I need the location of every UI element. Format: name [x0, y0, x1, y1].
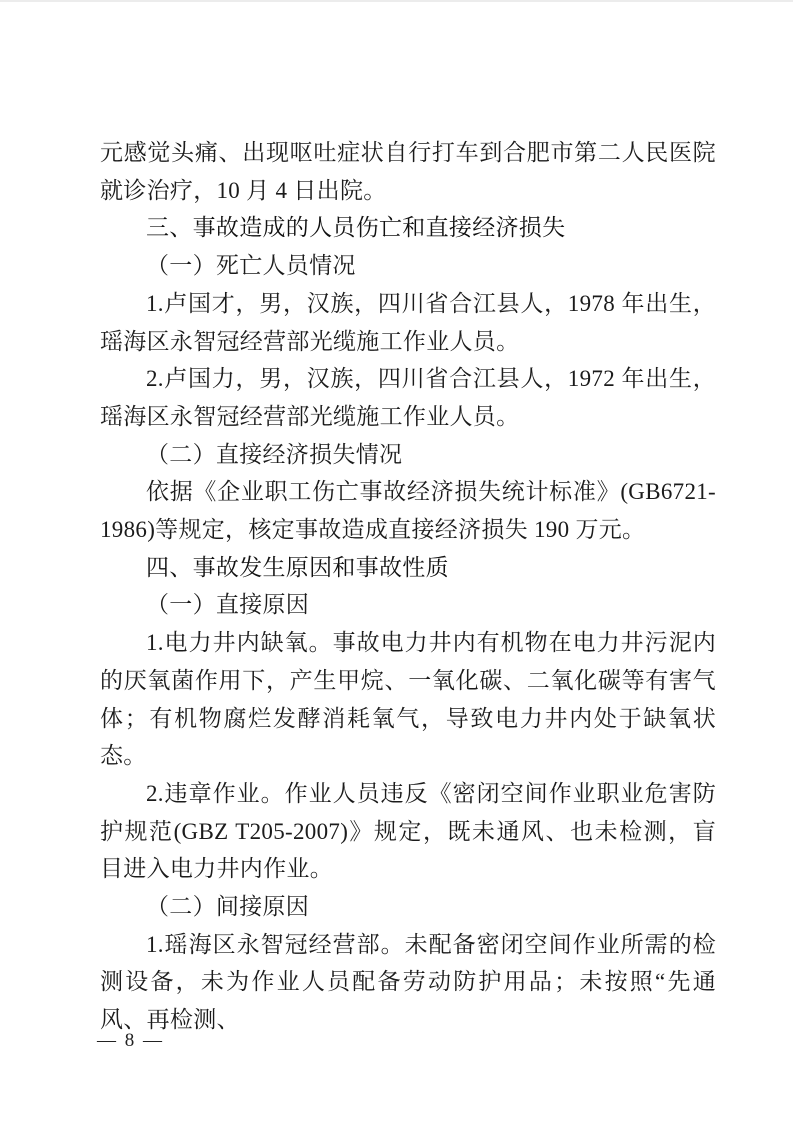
subsection-heading-direct-cause: （一）直接原因 [146, 592, 310, 618]
paragraph-direct-cause-2: 2.违章作业。作业人员违反《密闭空间作业职业危害防护规范(GBZ T205-2007)》规定，既未通风、也未检测，盲目进入电力井内作业。 [100, 780, 716, 882]
section-heading-3: 三、事故造成的人员伤亡和直接经济损失 [146, 214, 566, 241]
document-body [100, 134, 716, 1039]
paragraph-continuation: 元感觉头痛、出现呕吐症状自行打车到合肥市第二人民医院就诊治疗，10 月 4 日出院。 [100, 140, 716, 203]
subsection-heading-indirect-cause: （二）间接原因 [146, 894, 310, 920]
paragraph-victim-1: 1.卢国才，男，汉族，四川省合江县人，1978 年出生，瑶海区永智冠经营部光缆施工作业人员。 [100, 290, 716, 354]
subsection-heading-death-toll: （一）死亡人员情况 [146, 253, 356, 279]
paragraph-indirect-cause-1: 1.瑶海区永智冠经营部。未配备密闭空间作业所需的检测设备，未为作业人员配备劳动防护用品；未按照“先通风、再检测、 [100, 931, 716, 1033]
page-number: — 8 — [97, 1030, 164, 1051]
subsection-heading-economic-loss: （二）直接经济损失情况 [146, 441, 403, 467]
paragraph-economic-loss: 依据《企业职工伤亡事故经济损失统计标准》(GB6721-1986)等规定，核定事故造成直接经济损失 190 万元。 [100, 479, 716, 543]
paragraph-victim-2: 2.卢国力，男，汉族，四川省合江县人，1972 年出生，瑶海区永智冠经营部光缆施工作业人员。 [100, 366, 716, 429]
section-heading-4: 四、事故发生原因和事故性质 [146, 553, 449, 580]
paragraph-direct-cause-1: 1.电力井内缺氧。事故电力井内有机物在电力井污泥内的厌氧菌作用下，产生甲烷、一氧化碳、二氧化碳等有害气体；有机物腐烂发酵消耗氧气，导致电力井内处于缺氧状态。 [100, 630, 716, 769]
